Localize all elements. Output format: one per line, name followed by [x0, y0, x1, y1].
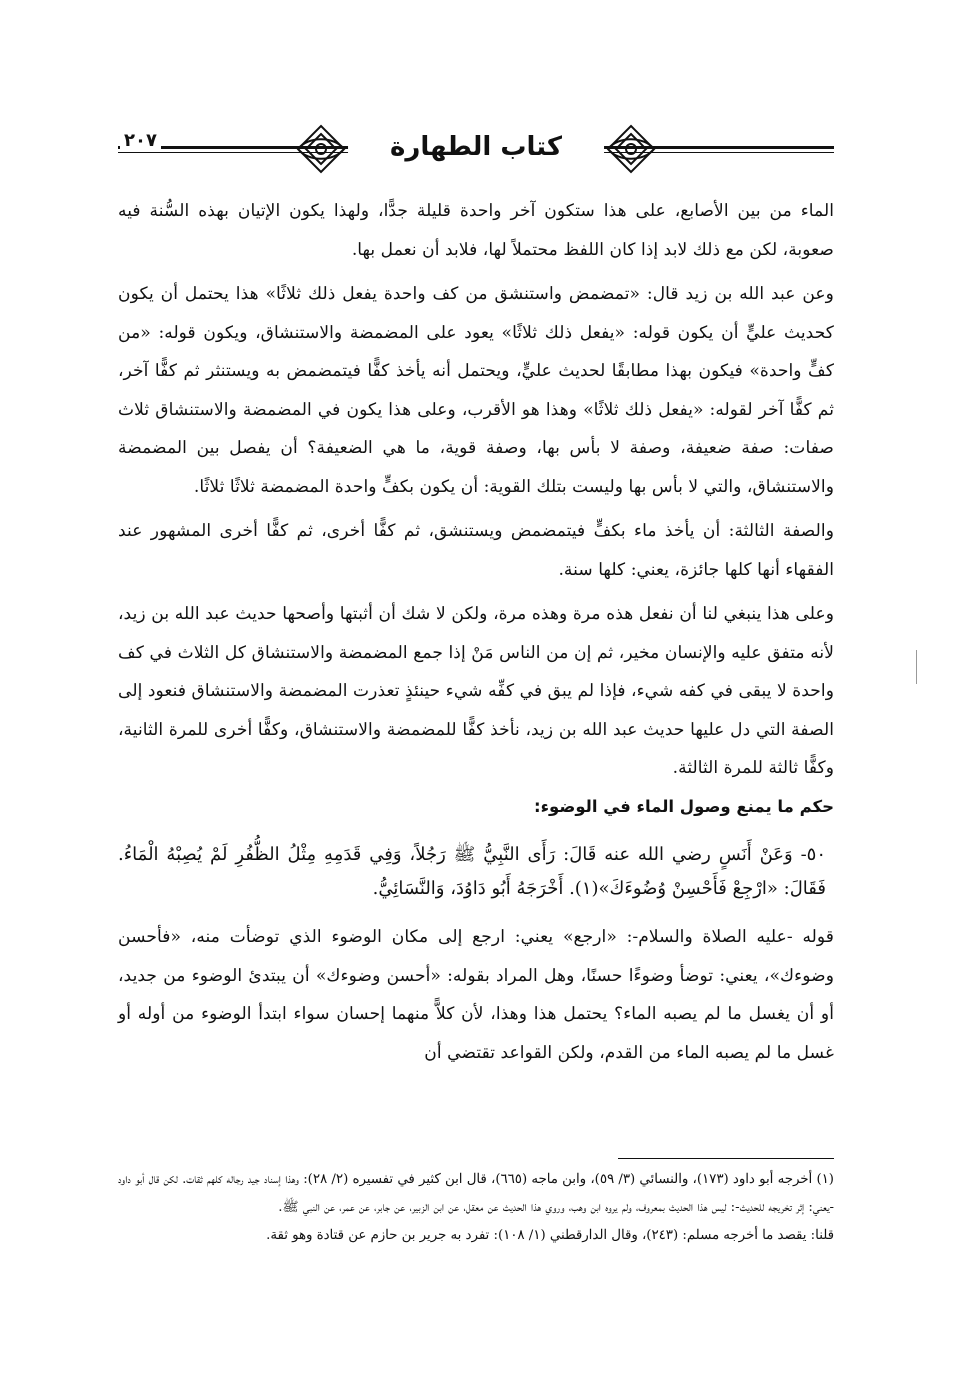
footnote-rule — [618, 1158, 834, 1159]
page-header — [118, 118, 834, 188]
footnote: (١) أخرجه أبو داود (١٧٣)، والنسائي (٣/ ٥٩)، وابن ماجه (٦٦٥)، قال ابن كثير في تفسيره (٢/ ٢٨): وهذا إسناد جيد رجاله كلهم ثقات. لكن قال أبو داود -يعني: إثر تخريجه للحديث-: ليس هذا الحديث بمعروف، ولم يروه ابن وهب، وروي هذا الحديث عن معقل، عن ابن الزبير، عن جابر، عن عمر، عن النبي ﷺ. — [118, 1172, 834, 1215]
margin-mark — [916, 650, 923, 684]
paragraph: وعن عبد الله بن زيد قال: «تمضمض واستنشق من كف واحدة يفعل ذلك ثلاثًا» هذا يحتمل أن يكون كحديث عليٍّ أن يكون قوله: «يفعل ذلك ثلاثًا» يعود على المضمضة والاستنشاق، ويكون قوله: «من كفٍّ واحدة» فيكون بهذا مطابقًا لحديث عليٍّ، ويحتمل أنه يأخذ كفًّا فيتمضمض به ويستنثر ثم كفًّا آخر، ثم كفًّا آخر لقوله: «يفعل ذلك ثلاثًا» وهذا هو الأقرب، وعلى هذا يكون في المضمضة والاستنشاق ثلاث صفات: صفة ضعيفة، وصفة لا بأس بها، وصفة قوية، ما هي الضعيفة؟ أن يفصل بين المضمضة والاستنشاق، والتي لا بأس بها وليست بتلك القوية: أن يكون بكفٍّ واحدة المضمضة ثلاثًا ثلاثًا. — [118, 284, 834, 497]
hadith-text: ٥٠- وَعَنْ أَنَسٍ رضي الله عنه قَالَ: رَأَى النَّبِيُّ ﷺ رَجُلاً، وَفِي قَدَمِهِ مِثْلُ الظُّفُرِ لَمْ يُصِبْهُ الْمَاءُ. فَقَالَ: «ارْجِعْ فَأَحْسِنْ وُضُوءَكَ»(١). أَخْرَجَهُ أَبُو دَاوُدَ، وَالنَّسَائِيُّ. — [118, 844, 826, 899]
ornament-icon — [604, 122, 658, 176]
ornament-icon — [294, 122, 348, 176]
main-text — [118, 192, 834, 1072]
page-number: ٢٠٧ — [120, 130, 161, 151]
paragraph: الماء من بين الأصابع، على هذا ستكون آخر واحدة قليلة جدًّا، ولهذا يكون الإتيان بهذه السُّنة فيه صعوبة، لكن مع ذلك لابد إذا كان اللفظ محتملاً لها، فلابد أن نعمل بها. — [118, 201, 834, 260]
section-heading: حكم ما يمنع وصول الماء في الوضوء: — [534, 796, 834, 816]
footnote: قلنا: يقصد ما أخرجه مسلم: (٢٤٣)، وقال الدارقطني (١/ ١٠٨): تفرد به جرير بن حازم عن قتادة وهو ثقة. — [266, 1228, 834, 1243]
paragraph: والصفة الثالثة: أن يأخذ ماء بكفٍّ فيتمضمض ويستنشق، ثم كفًّا أخرى، ثم كفًّا أخرى المشهور عند الفقهاء أنها كلها جائزة، يعني: كلها سنة. — [118, 521, 834, 580]
paragraph: وعلى هذا ينبغي لنا أن نفعل هذه مرة وهذه مرة، ولكن لا شك أن أثبتها وأصحها حديث عبد الله بن زيد، لأنه متفق عليه والإنسان مخير، ثم إن من الناس مَنْ إذا جمع المضمضة والاستنشاق كل الثلاث في كف واحدة لا يبقى في كفه شيء، فإذا لم يبق في كفِّه شيء حينئذٍ تعذرت المضمضة والاستنشاق فنعود إلى الصفة التي دل عليها حديث عبد الله بن زيد، نأخذ كفًّا للمضمضة والاستنشاق، وكفًّا أخرى للمرة الثانية، وكفًّا ثالثة للمرة الثالثة. — [118, 604, 834, 778]
footnotes — [118, 1166, 834, 1250]
running-title: كتاب الطهارة — [348, 132, 604, 162]
paragraph: قوله -عليه الصلاة والسلام-: «ارجع» يعني: ارجع إلى مكان الوضوء الذي توضأت منه، «فأحسن وضوءك»، يعني: توضأ وضوءًا حسنًا، وهل المراد بقوله: «أحسن وضوءك» أن يبتدئ الوضوء من جديد، أو أن يغسل ما لم يصبه الماء؟ يحتمل هذا وهذا، لأن كلاًّ منهما إحسان سواء ابتدأ الوضوء من أوله أو غسل ما لم يصبه الماء من القدم، ولكن القواعد تقتضي أن — [118, 927, 834, 1063]
